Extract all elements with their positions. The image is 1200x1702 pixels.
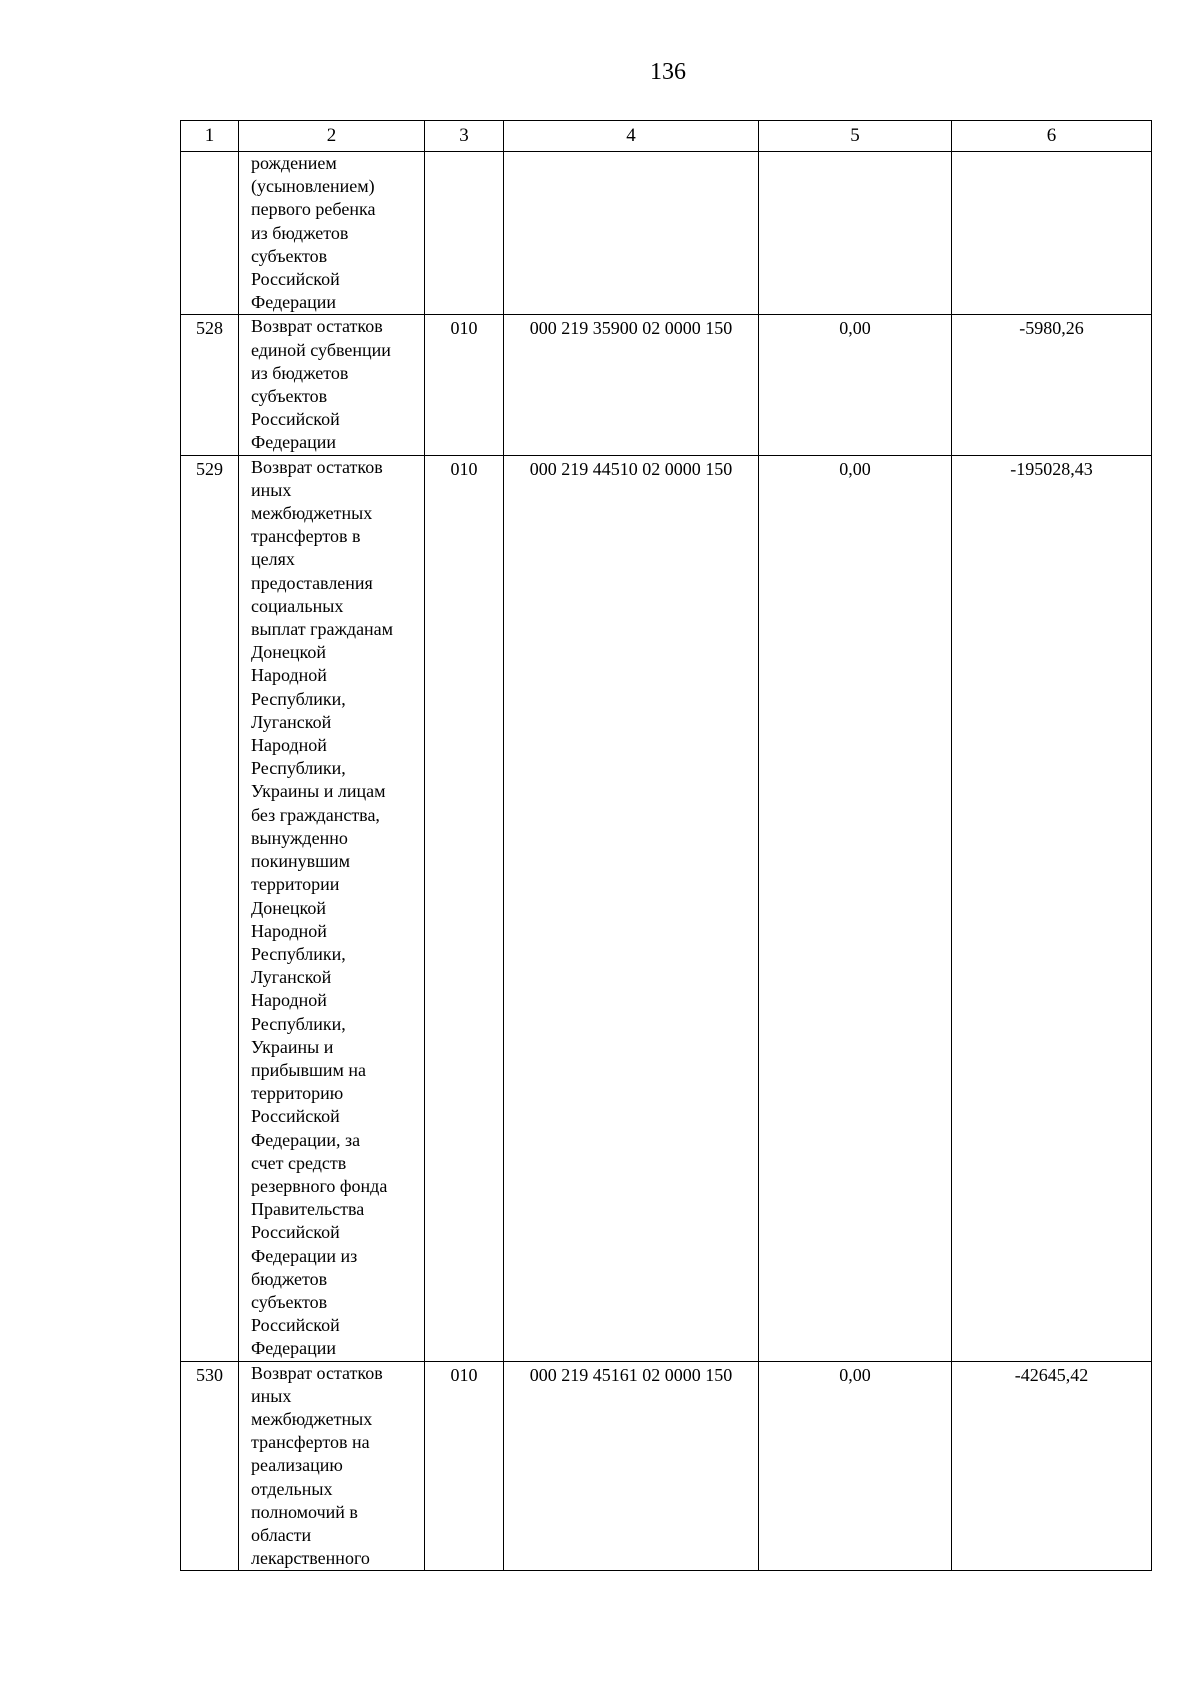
header-col-2: 2 <box>239 121 425 152</box>
description-line: вынужденно <box>251 827 348 848</box>
description-line: предоставления <box>251 572 373 593</box>
row-value-col5: 0,00 <box>759 455 952 1361</box>
row-number: 530 <box>181 1361 239 1571</box>
row-budget-code: 000 219 35900 02 0000 150 <box>504 315 759 455</box>
description-line: Донецкой <box>251 897 326 918</box>
header-row <box>181 121 1152 152</box>
description-line: Республики, <box>251 1013 346 1034</box>
row-description <box>239 152 425 315</box>
description-line: Федерации из <box>251 1245 358 1266</box>
description-line: территорию <box>251 1083 344 1104</box>
description-line: социальных <box>251 595 344 616</box>
row-budget-code: 000 219 45161 02 0000 150 <box>504 1361 759 1571</box>
row-budget-code <box>504 152 759 315</box>
description-line: без гражданства, <box>251 804 380 825</box>
description-line: реализацию <box>251 1455 343 1476</box>
description-line: территории <box>251 874 340 895</box>
description-line: области <box>251 1524 312 1545</box>
description-line: иных <box>251 1385 292 1406</box>
description-line: отдельных <box>251 1478 333 1499</box>
description-line: Народной <box>251 990 327 1011</box>
row-value-col6: -5980,26 <box>952 315 1152 455</box>
header-col-3: 3 <box>425 121 504 152</box>
description-line: Народной <box>251 920 327 941</box>
description-line: трансфертов на <box>251 1432 370 1453</box>
description-line: Возврат остатков <box>251 316 383 337</box>
description-line: из бюджетов <box>251 362 349 383</box>
description-line: (усыновлением) <box>251 176 375 197</box>
description-line: лекарственного <box>251 1548 370 1569</box>
description-line: единой субвенции <box>251 339 391 360</box>
row-number <box>181 152 239 315</box>
row-value-col5: 0,00 <box>759 1361 952 1571</box>
row-value-col5 <box>759 152 952 315</box>
description-line: субъектов <box>251 386 328 407</box>
row-admin-code: 010 <box>425 455 504 1361</box>
description-line: субъектов <box>251 245 328 266</box>
row-budget-code: 000 219 44510 02 0000 150 <box>504 455 759 1361</box>
description-line: Возврат остатков <box>251 1362 383 1383</box>
description-line: Федерации <box>251 1338 337 1359</box>
row-number: 529 <box>181 455 239 1361</box>
description-line: Украины и <box>251 1036 334 1057</box>
header-col-5: 5 <box>759 121 952 152</box>
description-line: трансфертов в <box>251 526 361 547</box>
description-line: Украины и лицам <box>251 781 386 802</box>
description-line: Российской <box>251 269 340 290</box>
row-value-col6 <box>952 152 1152 315</box>
table-row <box>181 1361 1152 1571</box>
table-body <box>181 152 1152 1571</box>
description-line: покинувшим <box>251 851 351 872</box>
row-admin-code: 010 <box>425 315 504 455</box>
description-line: счет средств <box>251 1152 347 1173</box>
page-number: 136 <box>650 59 686 85</box>
row-description <box>239 315 425 455</box>
header-col-4: 4 <box>504 121 759 152</box>
header-col-6: 6 <box>952 121 1152 152</box>
row-admin-code: 010 <box>425 1361 504 1571</box>
description-line: полномочий в <box>251 1501 358 1522</box>
description-line: Луганской <box>251 967 332 988</box>
description-line: Федерации <box>251 292 337 313</box>
row-description <box>239 455 425 1361</box>
row-value-col6: -195028,43 <box>952 455 1152 1361</box>
row-admin-code <box>425 152 504 315</box>
table-row <box>181 455 1152 1361</box>
description-line: Российской <box>251 409 340 430</box>
description-line: межбюджетных <box>251 503 373 524</box>
description-line: бюджетов <box>251 1268 328 1289</box>
description-line: Республики, <box>251 758 346 779</box>
header-col-1: 1 <box>181 121 239 152</box>
row-value-col5: 0,00 <box>759 315 952 455</box>
description-line: Российской <box>251 1106 340 1127</box>
description-line: из бюджетов <box>251 222 349 243</box>
row-description <box>239 1361 425 1571</box>
description-line: рождением <box>251 153 337 173</box>
description-line: Народной <box>251 735 327 756</box>
description-line: межбюджетных <box>251 1408 373 1429</box>
description-line: субъектов <box>251 1291 328 1312</box>
description-line: Донецкой <box>251 642 326 663</box>
description-line: Российской <box>251 1222 340 1243</box>
description-line: Федерации <box>251 432 337 453</box>
table-row <box>181 152 1152 315</box>
description-line: Республики, <box>251 943 346 964</box>
description-line: Возврат остатков <box>251 456 383 477</box>
row-number: 528 <box>181 315 239 455</box>
description-line: первого ребенка <box>251 199 376 220</box>
description-line: целях <box>251 549 295 570</box>
description-line: Федерации, за <box>251 1129 361 1150</box>
description-line: Правительства <box>251 1199 365 1220</box>
row-value-col6: -42645,42 <box>952 1361 1152 1571</box>
description-line: иных <box>251 479 292 500</box>
description-line: прибывшим на <box>251 1059 367 1080</box>
table-row <box>181 315 1152 455</box>
description-line: Российской <box>251 1315 340 1336</box>
description-line: резервного фонда <box>251 1175 388 1196</box>
description-line: Республики, <box>251 688 346 709</box>
description-line: выплат гражданам <box>251 619 394 640</box>
description-line: Народной <box>251 665 327 686</box>
budget-table <box>180 120 1152 1571</box>
description-line: Луганской <box>251 711 332 732</box>
